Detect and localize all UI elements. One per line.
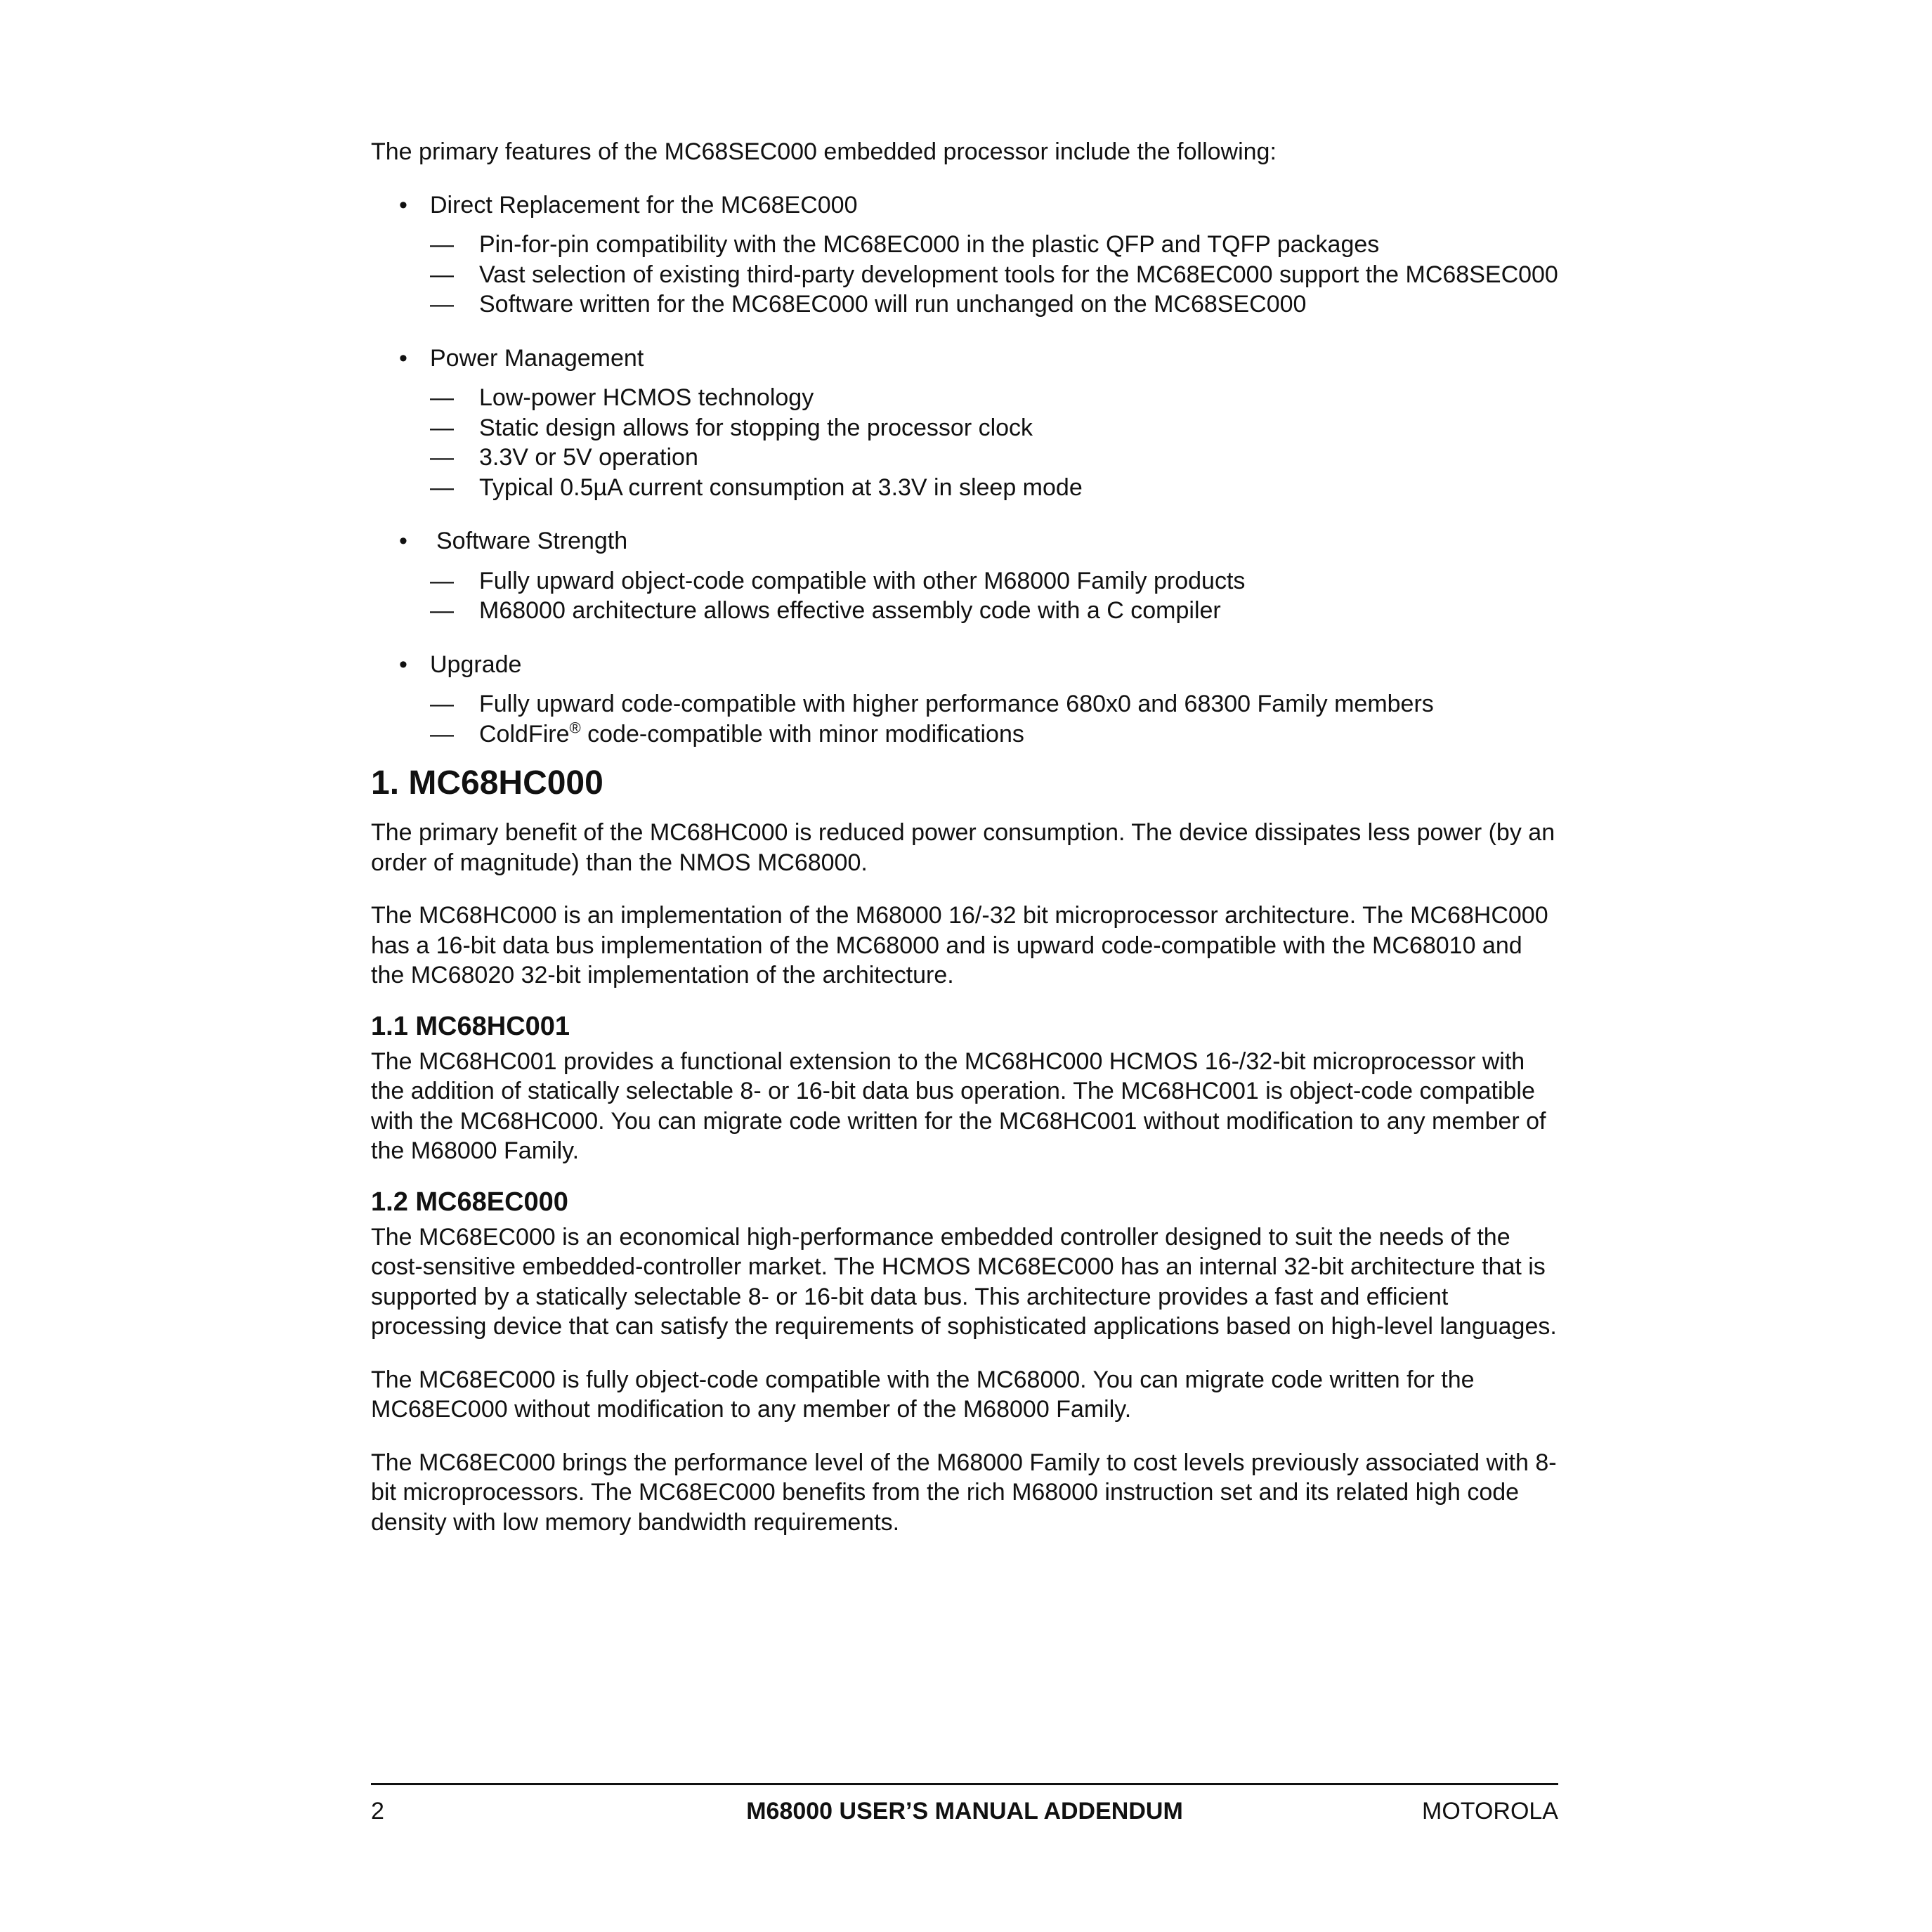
body-paragraph: The MC68HC001 provides a functional extension to the MC68HC000 HCMOS 16-/32-bit microprocessor with the addition of statically selectable 8- or 16-bit data bus operation. The MC68HC001 is object-code compatible with the MC68HC000. You can migrate code written for the MC68HC001 without modification to any member of the M68000 Family. — [371, 1047, 1546, 1164]
dash-icon: — — [430, 691, 454, 717]
dash-icon: — — [430, 291, 454, 318]
feature-bullet — [371, 526, 1558, 556]
feature-subitem-text: Static design allows for stopping the processor clock — [479, 414, 1033, 441]
feature-subitem-text: Low-power HCMOS technology — [479, 384, 814, 411]
feature-sublist — [371, 566, 1558, 626]
section-heading-mc68hc000: 1. MC68HC000 — [371, 764, 603, 802]
feature-subitem-text: Pin-for-pin compatibility with the MC68EC000 in the plastic QFP and TQFP packages — [479, 231, 1380, 258]
dash-icon: — — [430, 414, 454, 441]
feature-sublist — [371, 689, 1558, 749]
feature-subitem — [371, 473, 1558, 503]
feature-subitem-text: Fully upward object-code compatible with other M68000 Family products — [479, 567, 1246, 594]
dash-icon: — — [430, 597, 454, 624]
body-paragraph: The MC68EC000 is an economical high-performance embedded controller designed to suit the needs of the cost-sensitive embedded-controller market. The HCMOS MC68EC000 has an internal 32-bit architecture that is supported by a statically selectable 8- or 16-bit data bus. This architecture provides a fast and efficient processing device that can satisfy the requirements of sophisticated applications based on high-level languages. — [371, 1223, 1557, 1340]
feature-subitem — [371, 566, 1558, 596]
dash-icon: — — [430, 384, 454, 411]
feature-sublist — [371, 383, 1558, 502]
feature-subitem-text: Typical 0.5µA current consumption at 3.3V in sleep mode — [479, 474, 1083, 501]
feature-subitem-text: code-compatible with minor modifications — [580, 720, 1024, 748]
feature-subitem-text: Software written for the MC68EC000 will run unchanged on the MC68SEC000 — [479, 291, 1307, 318]
footer-brand: MOTOROLA — [1422, 1798, 1558, 1825]
footer-title: M68000 USER’S MANUAL ADDENDUM — [746, 1798, 1183, 1825]
subsection-heading-mc68hc001: 1.1 MC68HC001 — [371, 1011, 570, 1041]
intro-paragraph: The primary features of the MC68SEC000 embedded processor include the following: — [371, 138, 1277, 165]
feature-subitem-text: Vast selection of existing third-party development tools for the MC68EC000 support the MC68SEC000 — [479, 261, 1558, 288]
bullet-icon: • — [399, 191, 407, 218]
feature-bullet — [371, 190, 1558, 221]
dash-icon: — — [430, 474, 454, 501]
feature-subitem — [371, 689, 1558, 719]
dash-icon: — — [430, 231, 454, 258]
feature-subitem — [371, 383, 1558, 413]
subsection-heading-mc68ec000: 1.2 MC68EC000 — [371, 1187, 568, 1217]
feature-subitem — [371, 443, 1558, 473]
bullet-icon: • — [399, 651, 407, 678]
dash-icon: — — [430, 261, 454, 288]
feature-subitem — [371, 596, 1558, 626]
feature-title: Direct Replacement for the MC68EC000 — [430, 191, 858, 218]
dash-icon: — — [430, 720, 454, 748]
feature-bullet — [371, 650, 1558, 680]
feature-subitem — [371, 719, 1558, 750]
bullet-icon: • — [399, 344, 407, 372]
feature-subitem — [371, 413, 1558, 443]
bullet-icon: • — [399, 528, 407, 554]
body-paragraph: The MC68HC000 is an implementation of the M68000 16/-32 bit microprocessor architecture. The MC68HC000 has a 16-bit data bus implementation of the MC68000 and is upward code-compatible with the MC68010 and the MC68020 32-bit implementation of the architecture. — [371, 902, 1548, 988]
feature-sublist — [371, 230, 1558, 320]
body-paragraph: The MC68EC000 is fully object-code compatible with the MC68000. You can migrate code written for the MC68EC000 without modification to any member of the M68000 Family. — [371, 1366, 1475, 1423]
feature-subitem-text: M68000 architecture allows effective assembly code with a C compiler — [479, 597, 1221, 624]
feature-title: Power Management — [430, 344, 644, 372]
body-paragraph: The primary benefit of the MC68HC000 is reduced power consumption. The device dissipates less power (by an order of magnitude) than the NMOS MC68000. — [371, 819, 1555, 876]
page-footer — [371, 1796, 1558, 1827]
feature-subitem-text: 3.3V or 5V operation — [479, 444, 698, 471]
registered-mark: ® — [569, 719, 581, 737]
feature-subitem — [371, 260, 1558, 290]
feature-title: Upgrade — [430, 651, 522, 678]
dash-icon: — — [430, 444, 454, 471]
coldfire-name: ColdFire — [479, 720, 570, 748]
feature-bullet — [371, 344, 1558, 374]
dash-icon: — — [430, 567, 454, 594]
feature-subitem-text: Fully upward code-compatible with higher performance 680x0 and 68300 Family members — [479, 691, 1434, 717]
feature-subitem — [371, 289, 1558, 320]
page-number: 2 — [371, 1798, 384, 1825]
body-paragraph: The MC68EC000 brings the performance level of the M68000 Family to cost levels previously associated with 8-bit microprocessors. The MC68EC000 benefits from the rich M68000 instruction set and its related high code density with low memory bandwidth requirements. — [371, 1449, 1557, 1536]
feature-subitem — [371, 230, 1558, 260]
feature-title: Software Strength — [436, 528, 628, 554]
document-page — [371, 137, 1558, 1560]
footer-divider — [371, 1783, 1558, 1785]
